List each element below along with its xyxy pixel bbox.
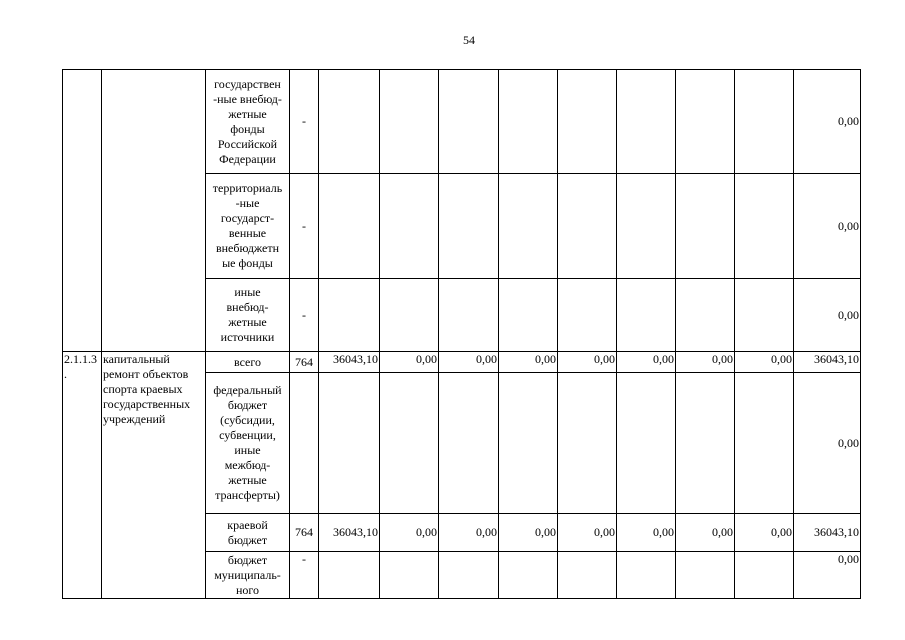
- value-cell: [499, 279, 558, 352]
- value-cell: [617, 373, 676, 514]
- budget-table: [62, 69, 861, 599]
- funding-source-cell: [206, 70, 290, 174]
- row-number: 2.1.1.3 .: [64, 352, 97, 381]
- value-cell: [439, 552, 499, 599]
- value-cell: 0,00: [735, 352, 794, 373]
- funding-source-cell: [206, 373, 290, 514]
- value-cell: [617, 70, 676, 174]
- value-cell: [676, 174, 735, 279]
- value-cell: [499, 174, 558, 279]
- table-row: [63, 70, 861, 174]
- value-cell: 0,00: [617, 352, 676, 373]
- total-cell: 0,00: [794, 70, 861, 174]
- funding-source-cell: [206, 514, 290, 552]
- value-cell: 0,00: [617, 514, 676, 552]
- table-row: [63, 352, 861, 373]
- value-cell: [439, 174, 499, 279]
- value-cell: [380, 279, 439, 352]
- value-cell: 0,00: [676, 514, 735, 552]
- value-cell: [617, 174, 676, 279]
- funding-source-label: всего: [233, 354, 262, 369]
- funding-source-label: бюджет муниципаль- ного: [214, 552, 281, 597]
- value-cell: [676, 552, 735, 599]
- value-cell: 0,00: [558, 352, 617, 373]
- value-cell: [558, 174, 617, 279]
- code-cell: -: [290, 174, 319, 279]
- value-cell: [319, 279, 380, 352]
- value-cell: [439, 279, 499, 352]
- code-cell: [290, 373, 319, 514]
- value-cell: [676, 373, 735, 514]
- value-cell: [499, 373, 558, 514]
- funding-source-cell: [206, 352, 290, 373]
- funding-source-label: иные внебюд- жетные источники: [220, 285, 275, 344]
- value-cell: [439, 70, 499, 174]
- row-name-cell: [102, 352, 206, 599]
- value-cell: [380, 552, 439, 599]
- value-cell: [380, 174, 439, 279]
- total-cell: 0,00: [794, 552, 861, 599]
- funding-source-cell: [206, 279, 290, 352]
- value-cell: [558, 279, 617, 352]
- value-cell: [499, 70, 558, 174]
- value-cell: [319, 70, 380, 174]
- value-cell: 36043,10: [319, 352, 380, 373]
- value-cell: [319, 552, 380, 599]
- value-cell: [319, 174, 380, 279]
- value-cell: [735, 279, 794, 352]
- row-number-cell: [63, 70, 102, 352]
- value-cell: 0,00: [558, 514, 617, 552]
- value-cell: [735, 174, 794, 279]
- row-name: капитальный ремонт объектов спорта краевых государственных учреждений: [103, 352, 191, 426]
- funding-source-label: краевой бюджет: [227, 517, 268, 547]
- code-cell: 764: [290, 352, 319, 373]
- value-cell: 0,00: [439, 352, 499, 373]
- value-cell: [735, 70, 794, 174]
- value-cell: 0,00: [380, 514, 439, 552]
- code-cell: 764: [290, 514, 319, 552]
- value-cell: 0,00: [735, 514, 794, 552]
- value-cell: 0,00: [380, 352, 439, 373]
- value-cell: [735, 373, 794, 514]
- value-cell: [558, 70, 617, 174]
- value-cell: 36043,10: [319, 514, 380, 552]
- value-cell: [380, 373, 439, 514]
- value-cell: [558, 552, 617, 599]
- page-number: 54: [463, 33, 475, 47]
- funding-source-label: территориаль -ные государст- венные внебюджетн ые фонды: [212, 181, 283, 270]
- value-cell: [617, 552, 676, 599]
- value-cell: 0,00: [499, 514, 558, 552]
- value-cell: [617, 279, 676, 352]
- total-cell: 0,00: [794, 373, 861, 514]
- value-cell: [499, 552, 558, 599]
- total-cell: 36043,10: [794, 514, 861, 552]
- total-cell: 0,00: [794, 279, 861, 352]
- funding-source-cell: [206, 552, 290, 599]
- total-cell: 36043,10: [794, 352, 861, 373]
- code-cell: -: [290, 70, 319, 174]
- value-cell: [319, 373, 380, 514]
- row-name-cell: [102, 70, 206, 352]
- funding-source-label: федеральный бюджет (субсидии, субвенции, иные межбюд- жетные трансферты): [213, 383, 282, 502]
- value-cell: [676, 279, 735, 352]
- row-number-cell: [63, 352, 102, 599]
- value-cell: 0,00: [499, 352, 558, 373]
- code-cell: -: [290, 552, 319, 599]
- value-cell: [439, 373, 499, 514]
- value-cell: [735, 552, 794, 599]
- value-cell: [558, 373, 617, 514]
- value-cell: 0,00: [676, 352, 735, 373]
- total-cell: 0,00: [794, 174, 861, 279]
- value-cell: 0,00: [439, 514, 499, 552]
- code-cell: -: [290, 279, 319, 352]
- value-cell: [676, 70, 735, 174]
- funding-source-cell: [206, 174, 290, 279]
- value-cell: [380, 70, 439, 174]
- funding-source-label: государствен -ные внебюд- жетные фонды Российской Федерации: [213, 76, 282, 166]
